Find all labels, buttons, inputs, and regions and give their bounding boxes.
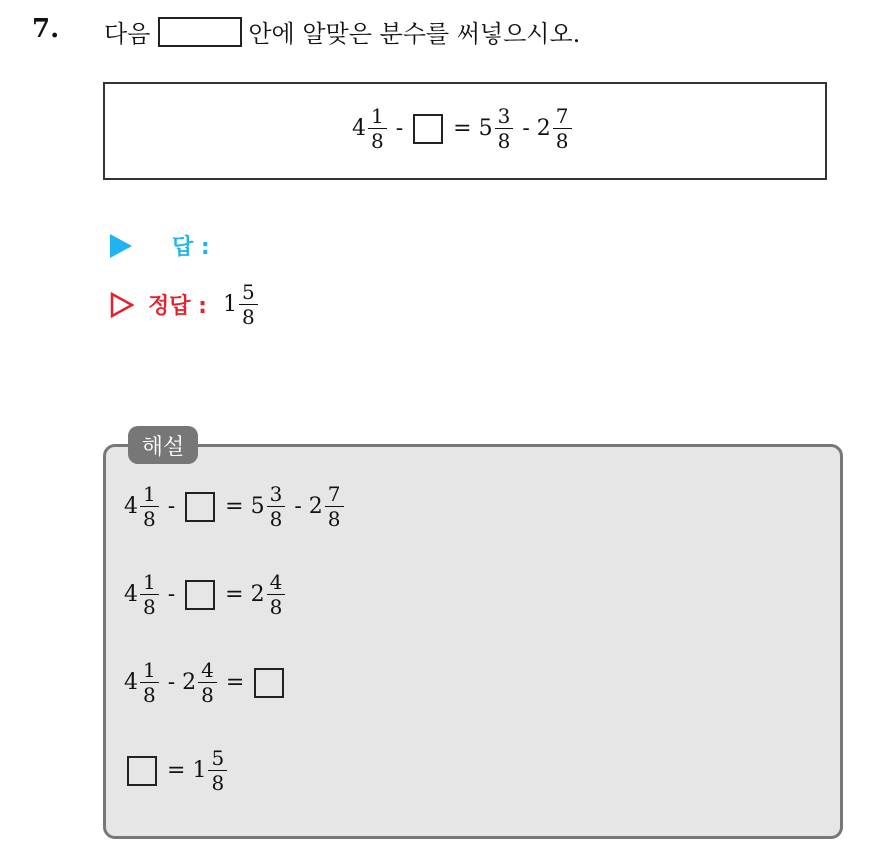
minus-sign: - <box>167 670 176 695</box>
fraction <box>553 106 572 151</box>
minus-sign: - <box>294 494 302 519</box>
numerator: 7 <box>555 104 569 128</box>
fraction <box>267 572 286 617</box>
problem-equation <box>352 106 574 151</box>
question-text <box>104 14 580 49</box>
numerator: 3 <box>497 104 511 128</box>
solution-tab: 해설 <box>128 426 198 464</box>
fraction <box>198 660 217 705</box>
denominator: 8 <box>325 506 344 529</box>
unknown-box <box>413 114 443 144</box>
correct-answer-label: 정답 : <box>148 294 207 319</box>
denominator: 8 <box>239 304 258 327</box>
minus-sign: - <box>167 582 176 607</box>
outline-triangle-icon <box>110 292 134 318</box>
numerator: 1 <box>143 482 156 506</box>
question-text-after: 안에 알맞은 분수를 써넣으시오. <box>248 20 581 48</box>
solution-line-1 <box>124 484 346 529</box>
unknown-box <box>185 492 215 522</box>
denominator: 8 <box>495 128 514 151</box>
denominator: 8 <box>140 682 159 705</box>
unknown-box <box>127 756 157 786</box>
answer-label: 답 : <box>172 235 210 260</box>
answer-blank-box <box>158 17 242 47</box>
whole-number: 4 <box>124 670 138 695</box>
numerator: 1 <box>371 104 384 128</box>
whole-number: 4 <box>352 116 366 141</box>
unknown-box <box>185 580 215 610</box>
whole-number: 1 <box>192 758 207 783</box>
denominator: 8 <box>267 594 286 617</box>
minus-sign: - <box>395 116 404 141</box>
whole-number: 5 <box>478 116 493 141</box>
correct-answer-value <box>223 282 260 327</box>
numerator: 4 <box>201 658 214 682</box>
numerator: 5 <box>211 746 225 770</box>
denominator: 8 <box>208 770 227 793</box>
fraction <box>368 106 387 151</box>
fraction <box>140 572 159 617</box>
solution-line-2 <box>124 572 287 617</box>
denominator: 8 <box>267 506 286 529</box>
denominator: 8 <box>140 506 159 529</box>
whole-number: 2 <box>308 494 323 519</box>
solution-line-4 <box>124 748 229 793</box>
whole-number: 4 <box>124 582 138 607</box>
fraction <box>325 484 344 529</box>
unknown-box <box>254 668 284 698</box>
whole-number: 2 <box>182 670 197 695</box>
numerator: 4 <box>269 570 283 594</box>
answer-row <box>110 230 210 261</box>
fraction <box>267 484 286 529</box>
fraction <box>208 748 227 793</box>
numerator: 1 <box>143 570 156 594</box>
play-triangle-icon <box>110 234 132 258</box>
whole-number: 2 <box>536 116 551 141</box>
denominator: 8 <box>553 128 572 151</box>
fraction <box>140 660 159 705</box>
equals-sign: = <box>225 494 244 519</box>
denominator: 8 <box>198 682 217 705</box>
whole-number: 2 <box>250 582 265 607</box>
numerator: 1 <box>143 658 156 682</box>
numerator: 7 <box>327 482 341 506</box>
numerator: 3 <box>269 482 283 506</box>
whole-number: 1 <box>222 292 237 317</box>
numerator: 5 <box>241 280 255 304</box>
minus-sign: - <box>167 494 176 519</box>
fraction <box>239 282 258 327</box>
question-text-before: 다음 <box>104 20 151 48</box>
denominator: 8 <box>140 594 159 617</box>
denominator: 8 <box>368 128 387 151</box>
equals-sign: = <box>453 116 472 141</box>
equals-sign: = <box>225 670 245 695</box>
fraction <box>495 106 514 151</box>
minus-sign: - <box>522 116 530 141</box>
whole-number: 5 <box>250 494 265 519</box>
question-number: 7. <box>32 14 60 44</box>
equals-sign: = <box>225 582 244 607</box>
solution-line-3 <box>124 660 287 705</box>
fraction <box>140 484 159 529</box>
correct-answer-row <box>110 282 260 327</box>
equals-sign: = <box>167 758 186 783</box>
whole-number: 4 <box>124 494 138 519</box>
